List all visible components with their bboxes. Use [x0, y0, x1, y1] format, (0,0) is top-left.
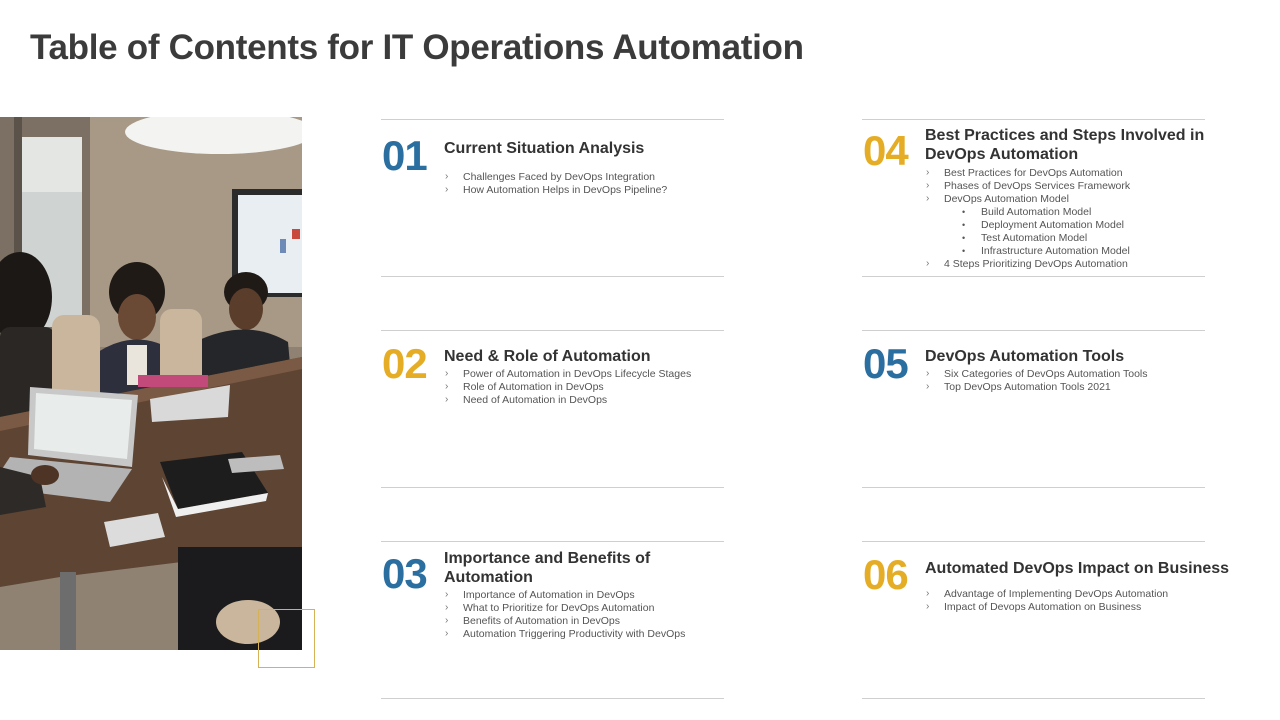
- list-item: › Automation Triggering Productivity with DevOps: [445, 628, 685, 641]
- section-bottom-rule: [862, 698, 1205, 699]
- list-item: › Six Categories of DevOps Automation Tools: [926, 368, 1148, 381]
- section-number: 02: [382, 340, 427, 387]
- section-items: [445, 589, 685, 641]
- section-top-rule: [381, 330, 724, 331]
- list-item: › Importance of Automation in DevOps: [445, 589, 685, 602]
- section-top-rule: [381, 541, 724, 542]
- section-heading: Importance and Benefits of Automation: [444, 550, 651, 586]
- section-number: 05: [863, 340, 908, 387]
- section-heading: Need & Role of Automation: [444, 348, 651, 365]
- section-items: [926, 368, 1148, 394]
- toc-section-01: [381, 119, 724, 278]
- section-heading: DevOps Automation Tools: [925, 348, 1125, 365]
- page-title: Table of Contents for IT Operations Automation: [30, 28, 804, 67]
- list-item: › Best Practices for DevOps Automation: [926, 167, 1130, 180]
- list-item: › Challenges Faced by DevOps Integration: [445, 171, 667, 184]
- list-subitem: • Infrastructure Automation Model: [926, 245, 1130, 258]
- list-item: › Need of Automation in DevOps: [445, 394, 691, 407]
- list-item: › Benefits of Automation in DevOps: [445, 615, 685, 628]
- toc-section-04: [862, 119, 1205, 278]
- section-top-rule: [381, 119, 724, 120]
- list-subitem: • Test Automation Model: [926, 232, 1130, 245]
- section-items: [926, 167, 1130, 271]
- section-items: [445, 171, 667, 197]
- section-items: [445, 368, 691, 407]
- list-item: › Top DevOps Automation Tools 2021: [926, 381, 1148, 394]
- section-top-rule: [862, 330, 1205, 331]
- list-item: › DevOps Automation Model: [926, 193, 1130, 206]
- decorative-frame: [258, 609, 315, 668]
- section-bottom-rule: [381, 698, 724, 699]
- toc-section-06: [862, 541, 1230, 700]
- section-heading: Best Practices and Steps Involved in DevOps Automation: [925, 127, 1205, 163]
- section-number: 01: [382, 132, 427, 179]
- section-number: 04: [863, 127, 908, 174]
- section-number: 03: [382, 550, 427, 597]
- section-bottom-rule: [862, 487, 1205, 488]
- section-top-rule: [862, 119, 1205, 120]
- section-heading: Current Situation Analysis: [444, 140, 645, 157]
- list-item: › Power of Automation in DevOps Lifecycle Stages: [445, 368, 691, 381]
- section-number: 06: [863, 551, 908, 598]
- section-bottom-rule: [381, 276, 724, 277]
- list-item: › 4 Steps Prioritizing DevOps Automation: [926, 258, 1130, 271]
- toc-section-05: [862, 330, 1205, 489]
- list-item: › Role of Automation in DevOps: [445, 381, 691, 394]
- list-item: › Advantage of Implementing DevOps Automation: [926, 588, 1168, 601]
- list-item: › How Automation Helps in DevOps Pipeline?: [445, 184, 667, 197]
- list-item: › Phases of DevOps Services Framework: [926, 180, 1130, 193]
- toc-section-03: [381, 541, 724, 700]
- section-items: [926, 588, 1168, 614]
- list-subitem: • Build Automation Model: [926, 206, 1130, 219]
- section-bottom-rule: [862, 276, 1205, 277]
- team-meeting-photo: [0, 117, 302, 650]
- list-item: › Impact of Devops Automation on Business: [926, 601, 1168, 614]
- list-subitem: • Deployment Automation Model: [926, 219, 1130, 232]
- list-item: › What to Prioritize for DevOps Automation: [445, 602, 685, 615]
- section-bottom-rule: [381, 487, 724, 488]
- toc-section-02: [381, 330, 724, 489]
- section-top-rule: [862, 541, 1205, 542]
- section-heading: Automated DevOps Impact on Business: [925, 560, 1230, 577]
